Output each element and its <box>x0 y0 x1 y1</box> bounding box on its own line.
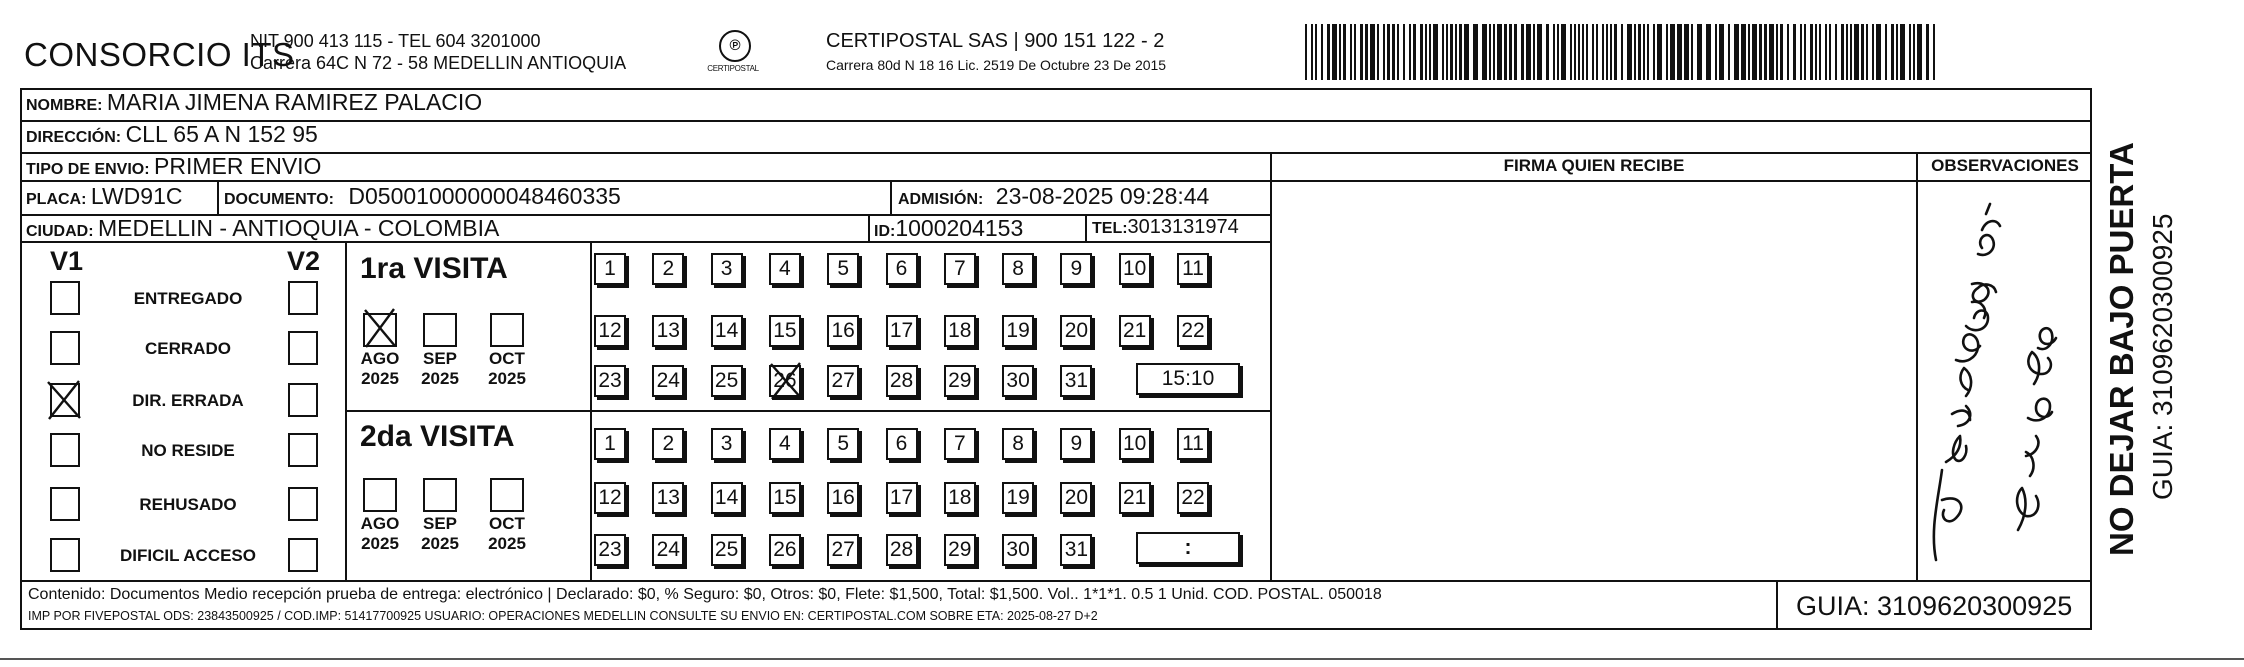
status-label: DIFICIL ACCESO <box>119 546 256 565</box>
barcode-bar <box>1557 24 1559 80</box>
day-box[interactable]: 17 <box>886 315 918 347</box>
day-box[interactable]: 29 <box>944 534 976 566</box>
barcode-bar <box>1787 24 1789 80</box>
day-box[interactable]: 2 <box>652 428 684 460</box>
barcode-bar <box>1425 24 1427 80</box>
day-box[interactable]: 6 <box>886 428 918 460</box>
barcode-bar <box>1850 24 1852 80</box>
barcode-bar <box>1841 24 1844 80</box>
company-name: CONSORCIO ITS <box>24 36 295 73</box>
barcode-bar <box>1578 24 1580 80</box>
barcode-bar <box>1397 24 1399 80</box>
v1-checkbox[interactable] <box>50 331 80 365</box>
v2-header: V2 <box>287 246 321 276</box>
barcode-bar <box>1734 24 1739 80</box>
day-box[interactable]: 27 <box>827 534 859 566</box>
barcode-bar <box>1455 24 1457 80</box>
day-box[interactable]: 13 <box>652 482 684 514</box>
barcode-bar <box>1526 24 1531 80</box>
month-name: OCT <box>489 349 525 368</box>
barcode-bar <box>1872 24 1874 80</box>
v2-checkbox[interactable] <box>288 433 318 467</box>
barcode-bar <box>1354 24 1356 80</box>
barcode-bar <box>1677 24 1682 80</box>
day-box[interactable]: 25 <box>711 534 743 566</box>
nombre-value: MARIA JIMENA RAMIREZ PALACIO <box>106 89 483 115</box>
barcode-bar <box>1504 24 1507 80</box>
barcode-bar <box>1473 24 1478 80</box>
month-year: 2025 <box>488 534 526 553</box>
day-box[interactable]: 10 <box>1119 428 1151 460</box>
month-year: 2025 <box>421 369 459 388</box>
footer-imp: IMP POR FIVEPOSTAL ODS: 23843500925 / COD.IMP: 51417700925 USUARIO: OPERACIONES MEDELLIN CONSULTE SU ENVIO EN: CERTIPOSTAL.COM SOBRE ETA: 2025-08-27 D+2 <box>28 609 1098 623</box>
barcode-bar <box>1621 24 1623 80</box>
month-name: SEP <box>422 514 458 533</box>
day-box[interactable]: 28 <box>886 365 918 397</box>
observaciones-header: OBSERVACIONES <box>1931 156 2079 175</box>
day-box[interactable]: 23 <box>594 365 626 397</box>
day-box[interactable]: 5 <box>827 428 859 460</box>
day-box[interactable]: 26 <box>769 534 801 566</box>
barcode-bar <box>1442 24 1444 80</box>
day-box[interactable]: 8 <box>1002 253 1034 285</box>
barcode-bar <box>1464 24 1469 80</box>
day-box[interactable]: 4 <box>769 428 801 460</box>
barcode-bar <box>1450 24 1453 80</box>
firma-header: FIRMA QUIEN RECIBE <box>1503 156 1685 175</box>
barcode-bar <box>1592 24 1594 80</box>
barcode-bar <box>1885 24 1887 80</box>
day-box[interactable]: 31 <box>1060 534 1092 566</box>
barcode-bar <box>1653 24 1655 80</box>
barcode-bar <box>1819 24 1821 80</box>
barcode-bar <box>1666 24 1668 80</box>
barcode-bar <box>1684 24 1689 80</box>
day-box[interactable]: 16 <box>827 482 859 514</box>
certipostal-address: Carrera 80d N 18 16 Lic. 2519 De Octubre 23 De 2015 <box>826 57 1167 73</box>
side-no-dejar: NO DEJAR BAJO PUERTA <box>2103 142 2140 556</box>
barcode-bar <box>1638 24 1641 80</box>
day-box[interactable]: 11 <box>1177 428 1209 460</box>
day-box[interactable]: 20 <box>1060 482 1092 514</box>
barcode-bar <box>1913 24 1915 80</box>
day-box[interactable]: 19 <box>1002 482 1034 514</box>
day-box[interactable]: 21 <box>1119 482 1151 514</box>
barcode-bar <box>1697 24 1702 80</box>
month-label <box>355 514 405 554</box>
barcode-bar <box>1321 24 1323 80</box>
barcode-bar <box>1657 24 1662 80</box>
barcode-bar <box>1909 24 1911 80</box>
barcode-bar <box>1643 24 1645 80</box>
day-box[interactable]: 9 <box>1060 253 1092 285</box>
tel-label: TEL: <box>1092 220 1128 237</box>
v1-checkbox[interactable] <box>50 487 80 521</box>
barcode-bar <box>1350 24 1352 80</box>
documento-value: D05001000000048460335 <box>348 183 621 209</box>
day-box[interactable]: 27 <box>827 365 859 397</box>
day-box[interactable]: 5 <box>827 253 859 285</box>
barcode-bar <box>1332 24 1337 80</box>
day-box[interactable]: 26 <box>769 365 801 397</box>
day-box[interactable]: 4 <box>769 253 801 285</box>
documento-field <box>224 183 621 210</box>
barcode-bar <box>1752 24 1757 80</box>
day-box[interactable]: 25 <box>711 365 743 397</box>
barcode <box>1305 24 1940 80</box>
day-box[interactable]: 3 <box>711 253 743 285</box>
check-mark <box>767 361 805 401</box>
day-box[interactable]: 9 <box>1060 428 1092 460</box>
placa-field <box>26 183 183 210</box>
barcode-bar <box>1339 24 1341 80</box>
footer-guia: GUIA: 3109620300925 <box>1796 591 2073 621</box>
ciudad-value: MEDELLIN - ANTIOQUIA - COLOMBIA <box>98 215 500 241</box>
v2-checkbox[interactable] <box>288 487 318 521</box>
barcode-bar <box>1846 24 1848 80</box>
barcode-bar <box>1459 24 1462 80</box>
status-label: CERRADO <box>145 339 231 358</box>
barcode-bar <box>1933 24 1935 80</box>
day-box[interactable]: 31 <box>1060 365 1092 397</box>
company-nit: NIT 900 413 115 - TEL 604 3201000 <box>250 31 541 51</box>
barcode-bar <box>1647 24 1649 80</box>
month-label <box>482 514 532 554</box>
barcode-bar <box>1315 24 1317 80</box>
barcode-bar <box>1409 24 1411 80</box>
day-box[interactable]: 1 <box>594 253 626 285</box>
day-box[interactable]: 28 <box>886 534 918 566</box>
barcode-bar <box>1377 24 1379 80</box>
status-label: REHUSADO <box>139 495 237 514</box>
v1-checkbox[interactable] <box>50 433 80 467</box>
barcode-bar <box>1764 24 1767 80</box>
barcode-bar <box>1370 24 1375 80</box>
day-box[interactable]: 18 <box>944 482 976 514</box>
day-box[interactable]: 15 <box>769 482 801 514</box>
day-box[interactable]: 2 <box>652 253 684 285</box>
barcode-bar <box>1403 24 1405 80</box>
barcode-bar <box>1537 24 1542 80</box>
month-name: SEP <box>422 349 458 368</box>
month-name: OCT <box>489 514 525 533</box>
day-box[interactable]: 16 <box>827 315 859 347</box>
barcode-bar <box>1305 24 1307 80</box>
barcode-bar <box>1586 24 1588 80</box>
status-label: ENTREGADO <box>133 289 243 308</box>
barcode-bar <box>1876 24 1881 80</box>
barcode-bar <box>1854 24 1859 80</box>
barcode-bar <box>1900 24 1905 80</box>
day-box[interactable]: 22 <box>1177 315 1209 347</box>
id-label: ID: <box>874 223 896 240</box>
barcode-bar <box>1482 24 1487 80</box>
barcode-bar <box>1610 24 1612 80</box>
day-box[interactable]: 3 <box>711 428 743 460</box>
day-box[interactable]: 30 <box>1002 365 1034 397</box>
barcode-bar <box>1570 24 1572 80</box>
nombre-row <box>26 89 482 116</box>
barcode-bar <box>1800 24 1802 80</box>
barcode-bar <box>1917 24 1922 80</box>
barcode-bar <box>1715 24 1717 80</box>
barcode-bar <box>1561 24 1566 80</box>
placa-label: PLACA: <box>26 191 87 208</box>
day-box[interactable]: 10 <box>1119 253 1151 285</box>
month-label <box>482 349 532 389</box>
barcode-bar <box>1741 24 1746 80</box>
id-value: 1000204153 <box>895 215 1024 241</box>
barcode-bar <box>1497 24 1502 80</box>
check-mark <box>361 307 399 349</box>
month-label <box>415 514 465 554</box>
barcode-bar <box>1614 24 1617 80</box>
tipo-label: TIPO DE ENVIO: <box>26 161 150 178</box>
visit1-time: 15:10 <box>1136 363 1240 395</box>
v1-header: V1 <box>50 246 84 276</box>
ciudad-field <box>26 215 499 242</box>
admision-value: 23-08-2025 09:28:44 <box>995 183 1210 209</box>
ciudad-label: CIUDAD: <box>26 223 94 240</box>
barcode-bar <box>1825 24 1827 80</box>
barcode-bar <box>1429 24 1431 80</box>
barcode-bar <box>1360 24 1363 80</box>
tipo-value: PRIMER ENVIO <box>154 153 322 179</box>
barcode-bar <box>1365 24 1368 80</box>
day-box[interactable]: 7 <box>944 253 976 285</box>
barcode-bar <box>1896 24 1898 80</box>
logo-icon: ℗ <box>719 30 751 62</box>
barcode-bar <box>1776 24 1778 80</box>
placa-value: LWD91C <box>90 183 183 209</box>
logo-text: CERTIPOSTAL <box>707 64 759 73</box>
barcode-bar <box>1413 24 1416 80</box>
barcode-bar <box>1387 24 1390 80</box>
month-checkbox[interactable] <box>490 478 524 512</box>
barcode-bar <box>1521 24 1524 80</box>
admision-label: ADMISIÓN: <box>898 191 984 208</box>
day-box[interactable]: 23 <box>594 534 626 566</box>
day-box[interactable]: 13 <box>652 315 684 347</box>
tipo-row <box>26 153 321 180</box>
month-year: 2025 <box>361 369 399 388</box>
visit2-time: : <box>1136 532 1240 564</box>
v2-checkbox[interactable] <box>288 538 318 572</box>
barcode-bar <box>1546 24 1549 80</box>
nombre-label: NOMBRE: <box>26 97 103 114</box>
month-checkbox[interactable] <box>363 478 397 512</box>
barcode-bar <box>1420 24 1423 80</box>
month-label <box>355 349 405 389</box>
v2-checkbox[interactable] <box>288 281 318 315</box>
barcode-bar <box>1634 24 1636 80</box>
barcode-bar <box>1815 24 1817 80</box>
barcode-bar <box>1533 24 1535 80</box>
barcode-bar <box>1553 24 1555 80</box>
barcode-bar <box>1719 24 1724 80</box>
day-box[interactable]: 20 <box>1060 315 1092 347</box>
month-checkbox[interactable] <box>423 313 457 347</box>
barcode-bar <box>1514 24 1517 80</box>
month-year: 2025 <box>421 534 459 553</box>
barcode-bar <box>1311 24 1313 80</box>
certipostal-name: CERTIPOSTAL SAS | 900 151 122 - 2 <box>826 30 1165 52</box>
barcode-bar <box>1926 24 1929 80</box>
barcode-bar <box>1829 24 1831 80</box>
day-box[interactable]: 19 <box>1002 315 1034 347</box>
footer-contenido: Contenido: Documentos Medio recepción prueba de entrega: electrónico | Declarado: $0, % Seguro: $0, Otros: $0, Flete: $1,500, Total: $1,500. Vol.. 1*1*1. 0.5 1 Unid. COD. POSTAL. 050018 <box>28 586 1382 603</box>
barcode-bar <box>1793 24 1796 80</box>
day-box[interactable]: 22 <box>1177 482 1209 514</box>
barcode-bar <box>1891 24 1894 80</box>
barcode-bar <box>1327 24 1330 80</box>
v1-checkbox[interactable] <box>50 281 80 315</box>
barcode-bar <box>1780 24 1783 80</box>
barcode-bar <box>1769 24 1774 80</box>
bottom-edge-line <box>0 658 2244 660</box>
barcode-bar <box>1574 24 1576 80</box>
day-box[interactable]: 1 <box>594 428 626 460</box>
visit2-title: 2da VISITA <box>360 420 515 453</box>
barcode-bar <box>1691 24 1693 80</box>
barcode-bar <box>1670 24 1675 80</box>
day-box[interactable]: 21 <box>1119 315 1151 347</box>
barcode-bar <box>1627 24 1632 80</box>
day-box[interactable]: 30 <box>1002 534 1034 566</box>
barcode-bar <box>1759 24 1762 80</box>
direccion-label: DIRECCIÓN: <box>26 129 122 146</box>
barcode-bar <box>1861 24 1864 80</box>
side-guia: GUIA: 3109620300925 <box>2147 213 2178 500</box>
visit1-title: 1ra VISITA <box>360 252 508 285</box>
direccion-value: CLL 65 A N 152 95 <box>125 121 318 147</box>
tel-field <box>1092 216 1239 239</box>
v2-checkbox[interactable] <box>288 331 318 365</box>
company-address: Carrera 64C N 72 - 58 MEDELLIN ANTIOQUIA <box>250 53 627 73</box>
barcode-bar <box>1596 24 1598 80</box>
barcode-bar <box>1728 24 1730 80</box>
day-box[interactable]: 24 <box>652 534 684 566</box>
month-label <box>415 349 465 389</box>
barcode-bar <box>1383 24 1385 80</box>
day-box[interactable]: 8 <box>1002 428 1034 460</box>
certipostal-logo <box>705 30 761 78</box>
barcode-bar <box>1602 24 1604 80</box>
barcode-bar <box>1446 24 1448 80</box>
day-box[interactable]: 14 <box>711 482 743 514</box>
barcode-bar <box>1343 24 1346 80</box>
day-box[interactable]: 7 <box>944 428 976 460</box>
month-checkbox[interactable] <box>490 313 524 347</box>
v1-checkbox[interactable] <box>50 538 80 572</box>
month-year: 2025 <box>361 534 399 553</box>
id-field <box>874 215 1023 242</box>
barcode-bar <box>1392 24 1395 80</box>
admision-field <box>898 183 1209 210</box>
month-checkbox[interactable] <box>423 478 457 512</box>
direccion-row <box>26 121 318 148</box>
day-box[interactable]: 6 <box>886 253 918 285</box>
tel-value: 3013131974 <box>1127 216 1239 238</box>
barcode-bar <box>1433 24 1438 80</box>
barcode-bar <box>1489 24 1491 80</box>
barcode-bar <box>1582 24 1584 80</box>
v2-checkbox[interactable] <box>288 383 318 417</box>
day-box[interactable]: 15 <box>769 315 801 347</box>
barcode-bar <box>1493 24 1495 80</box>
barcode-bar <box>1509 24 1512 80</box>
barcode-bar <box>1835 24 1837 80</box>
day-box[interactable]: 17 <box>886 482 918 514</box>
barcode-bar <box>1810 24 1813 80</box>
day-box[interactable]: 11 <box>1177 253 1209 285</box>
day-box[interactable]: 24 <box>652 365 684 397</box>
month-name: AGO <box>360 349 400 368</box>
day-box[interactable]: 12 <box>594 482 626 514</box>
month-year: 2025 <box>488 369 526 388</box>
day-box[interactable]: 14 <box>711 315 743 347</box>
status-label: NO RESIDE <box>141 441 235 460</box>
month-name: AGO <box>360 514 400 533</box>
day-box[interactable]: 18 <box>944 315 976 347</box>
day-box[interactable]: 12 <box>594 315 626 347</box>
barcode-bar <box>1706 24 1711 80</box>
barcode-bar <box>1866 24 1868 80</box>
documento-label: DOCUMENTO: <box>224 191 334 208</box>
barcode-bar <box>1606 24 1608 80</box>
barcode-bar <box>1748 24 1750 80</box>
barcode-bar <box>1804 24 1806 80</box>
day-box[interactable]: 29 <box>944 365 976 397</box>
status-label: DIR. ERRADA <box>132 391 244 410</box>
